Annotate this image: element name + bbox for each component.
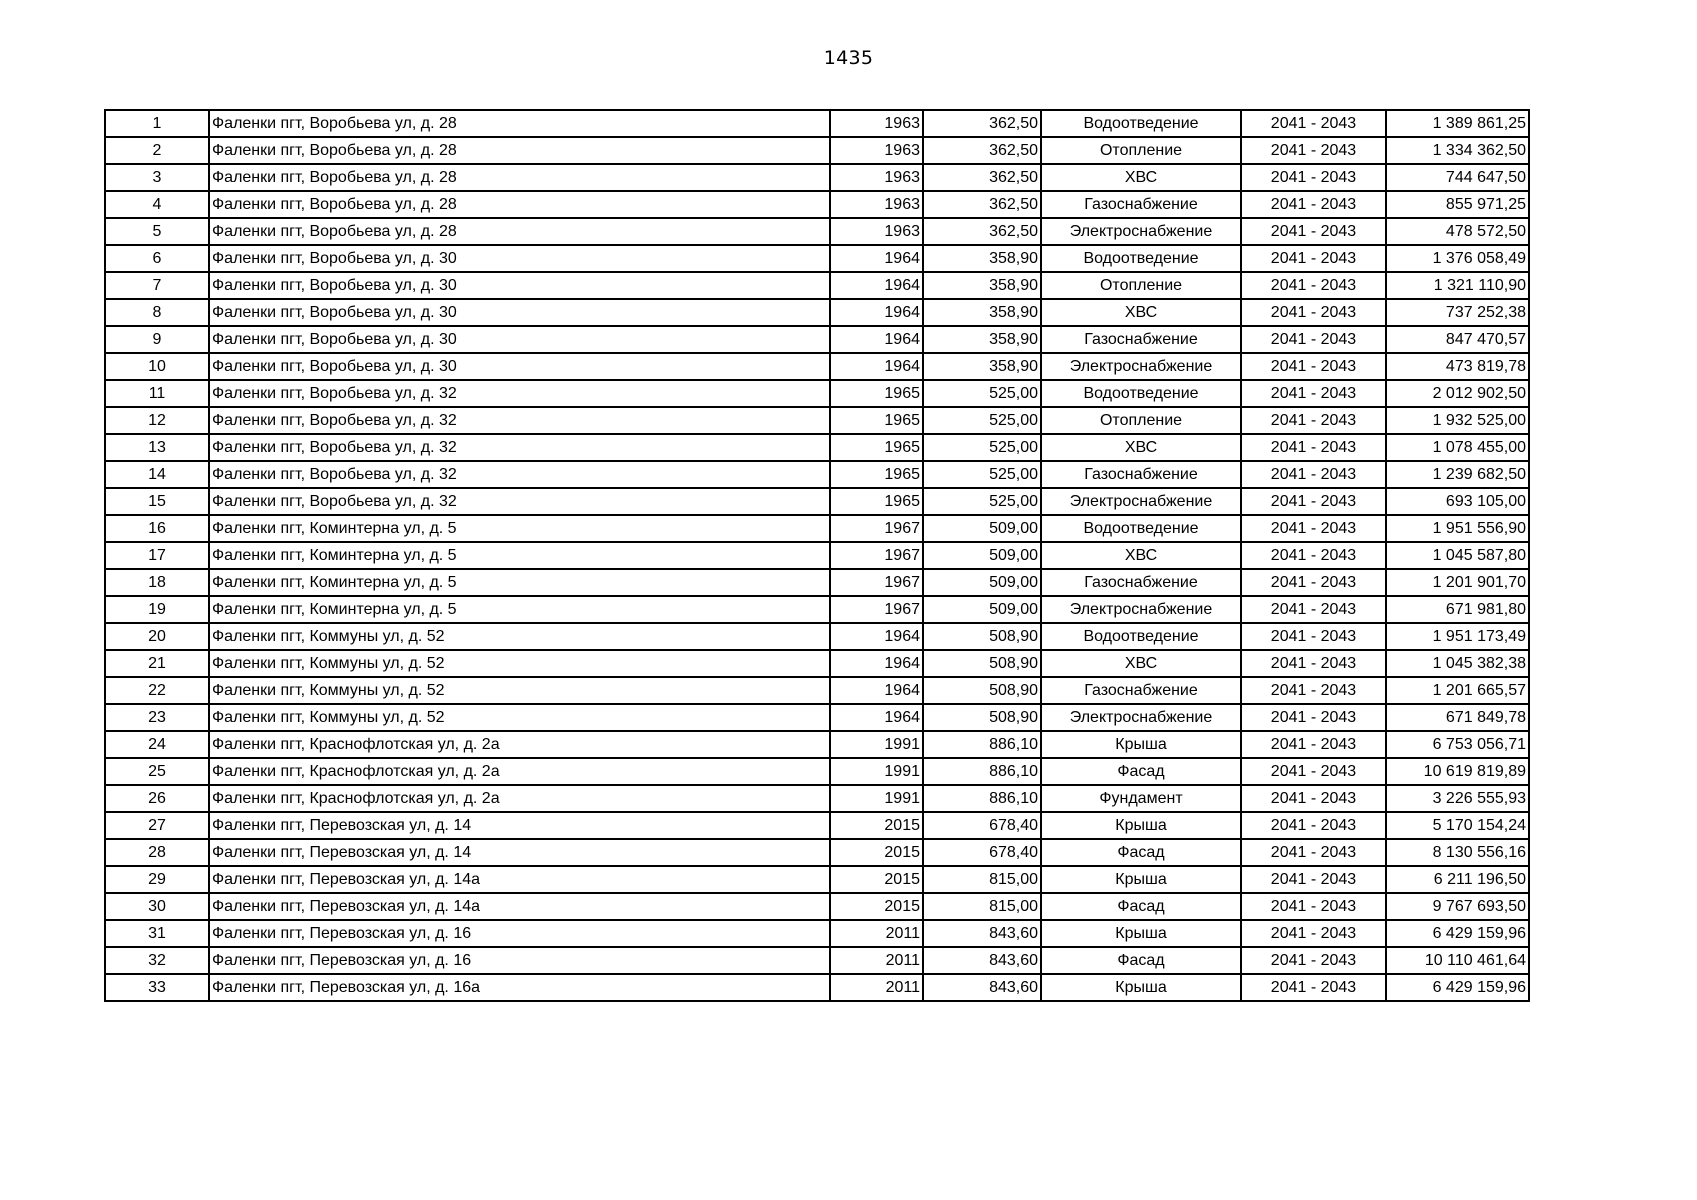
- work-type-cell: Фундамент: [1041, 785, 1241, 812]
- area-cell: 886,10: [923, 758, 1041, 785]
- table-row: [105, 866, 1529, 893]
- row-number: 15: [105, 488, 209, 515]
- area-cell: 525,00: [923, 407, 1041, 434]
- address-cell: Фаленки пгт, Коминтерна ул, д. 5: [209, 515, 830, 542]
- build-year-cell: 1964: [830, 677, 923, 704]
- area-cell: 362,50: [923, 137, 1041, 164]
- address-cell: Фаленки пгт, Перевозская ул, д. 14: [209, 812, 830, 839]
- build-year-cell: 1965: [830, 461, 923, 488]
- table-row: [105, 407, 1529, 434]
- address-cell: Фаленки пгт, Воробьева ул, д. 32: [209, 461, 830, 488]
- work-type-cell: Водоотведение: [1041, 245, 1241, 272]
- table-row: [105, 245, 1529, 272]
- work-type-cell: ХВС: [1041, 542, 1241, 569]
- row-number: 2: [105, 137, 209, 164]
- work-type-cell: Водоотведение: [1041, 110, 1241, 137]
- cost-cell: 847 470,57: [1386, 326, 1529, 353]
- work-type-cell: ХВС: [1041, 299, 1241, 326]
- area-cell: 508,90: [923, 677, 1041, 704]
- build-year-cell: 1963: [830, 191, 923, 218]
- table-row: [105, 488, 1529, 515]
- period-cell: 2041 - 2043: [1241, 434, 1386, 461]
- period-cell: 2041 - 2043: [1241, 785, 1386, 812]
- address-cell: Фаленки пгт, Коминтерна ул, д. 5: [209, 542, 830, 569]
- row-number: 30: [105, 893, 209, 920]
- period-cell: 2041 - 2043: [1241, 353, 1386, 380]
- area-cell: 886,10: [923, 731, 1041, 758]
- period-cell: 2041 - 2043: [1241, 488, 1386, 515]
- work-type-cell: Отопление: [1041, 272, 1241, 299]
- area-cell: 678,40: [923, 839, 1041, 866]
- cost-cell: 1 334 362,50: [1386, 137, 1529, 164]
- address-cell: Фаленки пгт, Перевозская ул, д. 16: [209, 947, 830, 974]
- row-number: 24: [105, 731, 209, 758]
- work-type-cell: Газоснабжение: [1041, 191, 1241, 218]
- row-number: 8: [105, 299, 209, 326]
- table-row: [105, 569, 1529, 596]
- period-cell: 2041 - 2043: [1241, 704, 1386, 731]
- area-cell: 525,00: [923, 461, 1041, 488]
- build-year-cell: 1965: [830, 407, 923, 434]
- cost-cell: 10 619 819,89: [1386, 758, 1529, 785]
- build-year-cell: 1963: [830, 110, 923, 137]
- table-row: [105, 893, 1529, 920]
- row-number: 6: [105, 245, 209, 272]
- period-cell: 2041 - 2043: [1241, 812, 1386, 839]
- area-cell: 525,00: [923, 434, 1041, 461]
- cost-cell: 744 647,50: [1386, 164, 1529, 191]
- cost-cell: 1 201 665,57: [1386, 677, 1529, 704]
- work-type-cell: Крыша: [1041, 731, 1241, 758]
- cost-cell: 9 767 693,50: [1386, 893, 1529, 920]
- row-number: 31: [105, 920, 209, 947]
- build-year-cell: 2011: [830, 920, 923, 947]
- period-cell: 2041 - 2043: [1241, 920, 1386, 947]
- period-cell: 2041 - 2043: [1241, 245, 1386, 272]
- build-year-cell: 1964: [830, 623, 923, 650]
- work-type-cell: Крыша: [1041, 920, 1241, 947]
- build-year-cell: 1964: [830, 272, 923, 299]
- row-number: 28: [105, 839, 209, 866]
- work-type-cell: Крыша: [1041, 974, 1241, 1001]
- address-cell: Фаленки пгт, Воробьева ул, д. 32: [209, 407, 830, 434]
- work-type-cell: Газоснабжение: [1041, 326, 1241, 353]
- area-cell: 843,60: [923, 947, 1041, 974]
- work-type-cell: Водоотведение: [1041, 380, 1241, 407]
- table-row: [105, 785, 1529, 812]
- area-cell: 843,60: [923, 920, 1041, 947]
- row-number: 18: [105, 569, 209, 596]
- row-number: 9: [105, 326, 209, 353]
- period-cell: 2041 - 2043: [1241, 947, 1386, 974]
- build-year-cell: 2015: [830, 866, 923, 893]
- row-number: 4: [105, 191, 209, 218]
- period-cell: 2041 - 2043: [1241, 164, 1386, 191]
- work-type-cell: Электроснабжение: [1041, 704, 1241, 731]
- address-cell: Фаленки пгт, Воробьева ул, д. 32: [209, 380, 830, 407]
- area-cell: 525,00: [923, 380, 1041, 407]
- period-cell: 2041 - 2043: [1241, 515, 1386, 542]
- table-row: [105, 758, 1529, 785]
- address-cell: Фаленки пгт, Воробьева ул, д. 28: [209, 191, 830, 218]
- address-cell: Фаленки пгт, Перевозская ул, д. 14а: [209, 893, 830, 920]
- address-cell: Фаленки пгт, Воробьева ул, д. 28: [209, 110, 830, 137]
- area-cell: 362,50: [923, 110, 1041, 137]
- cost-cell: 1 045 587,80: [1386, 542, 1529, 569]
- cost-cell: 3 226 555,93: [1386, 785, 1529, 812]
- area-cell: 815,00: [923, 893, 1041, 920]
- table-row: [105, 623, 1529, 650]
- area-cell: 509,00: [923, 596, 1041, 623]
- row-number: 11: [105, 380, 209, 407]
- build-year-cell: 1963: [830, 218, 923, 245]
- build-year-cell: 1963: [830, 137, 923, 164]
- cost-cell: 478 572,50: [1386, 218, 1529, 245]
- area-cell: 358,90: [923, 326, 1041, 353]
- build-year-cell: 1965: [830, 488, 923, 515]
- build-year-cell: 2015: [830, 839, 923, 866]
- row-number: 10: [105, 353, 209, 380]
- address-cell: Фаленки пгт, Воробьева ул, д. 32: [209, 434, 830, 461]
- cost-cell: 693 105,00: [1386, 488, 1529, 515]
- area-cell: 509,00: [923, 515, 1041, 542]
- address-cell: Фаленки пгт, Воробьева ул, д. 30: [209, 272, 830, 299]
- cost-cell: 1 951 556,90: [1386, 515, 1529, 542]
- period-cell: 2041 - 2043: [1241, 677, 1386, 704]
- row-number: 32: [105, 947, 209, 974]
- address-cell: Фаленки пгт, Воробьева ул, д. 28: [209, 137, 830, 164]
- table-row: [105, 434, 1529, 461]
- table-row: [105, 380, 1529, 407]
- period-cell: 2041 - 2043: [1241, 893, 1386, 920]
- address-cell: Фаленки пгт, Воробьева ул, д. 28: [209, 218, 830, 245]
- area-cell: 509,00: [923, 542, 1041, 569]
- address-cell: Фаленки пгт, Перевозская ул, д. 14а: [209, 866, 830, 893]
- row-number: 5: [105, 218, 209, 245]
- build-year-cell: 1991: [830, 731, 923, 758]
- table-row: [105, 218, 1529, 245]
- row-number: 16: [105, 515, 209, 542]
- area-cell: 358,90: [923, 299, 1041, 326]
- address-cell: Фаленки пгт, Воробьева ул, д. 30: [209, 326, 830, 353]
- period-cell: 2041 - 2043: [1241, 380, 1386, 407]
- address-cell: Фаленки пгт, Коммуны ул, д. 52: [209, 704, 830, 731]
- work-type-cell: ХВС: [1041, 650, 1241, 677]
- table-row: [105, 326, 1529, 353]
- cost-cell: 1 078 455,00: [1386, 434, 1529, 461]
- row-number: 23: [105, 704, 209, 731]
- address-cell: Фаленки пгт, Воробьева ул, д. 30: [209, 245, 830, 272]
- address-cell: Фаленки пгт, Краснофлотская ул, д. 2а: [209, 731, 830, 758]
- work-type-cell: ХВС: [1041, 434, 1241, 461]
- table-row: [105, 191, 1529, 218]
- cost-cell: 671 849,78: [1386, 704, 1529, 731]
- period-cell: 2041 - 2043: [1241, 407, 1386, 434]
- area-cell: 362,50: [923, 191, 1041, 218]
- build-year-cell: 1967: [830, 569, 923, 596]
- work-type-cell: Отопление: [1041, 137, 1241, 164]
- work-type-cell: ХВС: [1041, 164, 1241, 191]
- cost-cell: 1 951 173,49: [1386, 623, 1529, 650]
- work-type-cell: Фасад: [1041, 839, 1241, 866]
- work-type-cell: Газоснабжение: [1041, 569, 1241, 596]
- cost-cell: 1 376 058,49: [1386, 245, 1529, 272]
- table-row: [105, 515, 1529, 542]
- cost-cell: 1 321 110,90: [1386, 272, 1529, 299]
- period-cell: 2041 - 2043: [1241, 974, 1386, 1001]
- build-year-cell: 1963: [830, 164, 923, 191]
- row-number: 26: [105, 785, 209, 812]
- area-cell: 358,90: [923, 272, 1041, 299]
- work-type-cell: Отопление: [1041, 407, 1241, 434]
- work-type-cell: Электроснабжение: [1041, 353, 1241, 380]
- work-type-cell: Электроснабжение: [1041, 488, 1241, 515]
- build-year-cell: 1991: [830, 785, 923, 812]
- period-cell: 2041 - 2043: [1241, 326, 1386, 353]
- cost-cell: 10 110 461,64: [1386, 947, 1529, 974]
- area-cell: 509,00: [923, 569, 1041, 596]
- cost-cell: 5 170 154,24: [1386, 812, 1529, 839]
- period-cell: 2041 - 2043: [1241, 569, 1386, 596]
- period-cell: 2041 - 2043: [1241, 137, 1386, 164]
- area-cell: 843,60: [923, 974, 1041, 1001]
- cost-cell: 737 252,38: [1386, 299, 1529, 326]
- area-cell: 886,10: [923, 785, 1041, 812]
- repair-schedule-table: [104, 109, 1530, 1002]
- row-number: 13: [105, 434, 209, 461]
- cost-cell: 6 753 056,71: [1386, 731, 1529, 758]
- row-number: 29: [105, 866, 209, 893]
- period-cell: 2041 - 2043: [1241, 218, 1386, 245]
- row-number: 19: [105, 596, 209, 623]
- work-type-cell: Фасад: [1041, 947, 1241, 974]
- build-year-cell: 1964: [830, 353, 923, 380]
- cost-cell: 6 429 159,96: [1386, 920, 1529, 947]
- address-cell: Фаленки пгт, Воробьева ул, д. 32: [209, 488, 830, 515]
- table-row: [105, 677, 1529, 704]
- address-cell: Фаленки пгт, Коммуны ул, д. 52: [209, 650, 830, 677]
- cost-cell: 1 045 382,38: [1386, 650, 1529, 677]
- work-type-cell: Газоснабжение: [1041, 677, 1241, 704]
- period-cell: 2041 - 2043: [1241, 461, 1386, 488]
- table-row: [105, 812, 1529, 839]
- period-cell: 2041 - 2043: [1241, 542, 1386, 569]
- row-number: 1: [105, 110, 209, 137]
- area-cell: 815,00: [923, 866, 1041, 893]
- area-cell: 508,90: [923, 650, 1041, 677]
- table-row: [105, 137, 1529, 164]
- table-row: [105, 110, 1529, 137]
- area-cell: 358,90: [923, 353, 1041, 380]
- cost-cell: 6 211 196,50: [1386, 866, 1529, 893]
- cost-cell: 671 981,80: [1386, 596, 1529, 623]
- row-number: 20: [105, 623, 209, 650]
- area-cell: 358,90: [923, 245, 1041, 272]
- table-row: [105, 272, 1529, 299]
- period-cell: 2041 - 2043: [1241, 191, 1386, 218]
- build-year-cell: 2011: [830, 974, 923, 1001]
- cost-cell: 1 932 525,00: [1386, 407, 1529, 434]
- work-type-cell: Водоотведение: [1041, 623, 1241, 650]
- address-cell: Фаленки пгт, Воробьева ул, д. 30: [209, 353, 830, 380]
- cost-cell: 1 201 901,70: [1386, 569, 1529, 596]
- build-year-cell: 1967: [830, 596, 923, 623]
- work-type-cell: Крыша: [1041, 812, 1241, 839]
- cost-cell: 855 971,25: [1386, 191, 1529, 218]
- address-cell: Фаленки пгт, Перевозская ул, д. 14: [209, 839, 830, 866]
- period-cell: 2041 - 2043: [1241, 839, 1386, 866]
- period-cell: 2041 - 2043: [1241, 650, 1386, 677]
- table-row: [105, 353, 1529, 380]
- build-year-cell: 1964: [830, 245, 923, 272]
- table-row: [105, 704, 1529, 731]
- period-cell: 2041 - 2043: [1241, 110, 1386, 137]
- address-cell: Фаленки пгт, Краснофлотская ул, д. 2а: [209, 758, 830, 785]
- build-year-cell: 2011: [830, 947, 923, 974]
- work-type-cell: Электроснабжение: [1041, 218, 1241, 245]
- area-cell: 508,90: [923, 623, 1041, 650]
- work-type-cell: Фасад: [1041, 893, 1241, 920]
- work-type-cell: Водоотведение: [1041, 515, 1241, 542]
- row-number: 3: [105, 164, 209, 191]
- build-year-cell: 1967: [830, 542, 923, 569]
- period-cell: 2041 - 2043: [1241, 596, 1386, 623]
- area-cell: 508,90: [923, 704, 1041, 731]
- table-row: [105, 299, 1529, 326]
- build-year-cell: 1991: [830, 758, 923, 785]
- area-cell: 678,40: [923, 812, 1041, 839]
- work-type-cell: Газоснабжение: [1041, 461, 1241, 488]
- row-number: 12: [105, 407, 209, 434]
- address-cell: Фаленки пгт, Коминтерна ул, д. 5: [209, 596, 830, 623]
- address-cell: Фаленки пгт, Воробьева ул, д. 28: [209, 164, 830, 191]
- cost-cell: 2 012 902,50: [1386, 380, 1529, 407]
- build-year-cell: 2015: [830, 812, 923, 839]
- table-body: [105, 110, 1529, 1001]
- cost-cell: 1 239 682,50: [1386, 461, 1529, 488]
- cost-cell: 473 819,78: [1386, 353, 1529, 380]
- build-year-cell: 1967: [830, 515, 923, 542]
- address-cell: Фаленки пгт, Коммуны ул, д. 52: [209, 677, 830, 704]
- period-cell: 2041 - 2043: [1241, 731, 1386, 758]
- build-year-cell: 1965: [830, 434, 923, 461]
- row-number: 7: [105, 272, 209, 299]
- period-cell: 2041 - 2043: [1241, 866, 1386, 893]
- work-type-cell: Крыша: [1041, 866, 1241, 893]
- row-number: 25: [105, 758, 209, 785]
- table-row: [105, 947, 1529, 974]
- table-row: [105, 164, 1529, 191]
- address-cell: Фаленки пгт, Краснофлотская ул, д. 2а: [209, 785, 830, 812]
- address-cell: Фаленки пгт, Перевозская ул, д. 16а: [209, 974, 830, 1001]
- row-number: 14: [105, 461, 209, 488]
- cost-cell: 6 429 159,96: [1386, 974, 1529, 1001]
- row-number: 22: [105, 677, 209, 704]
- table-row: [105, 461, 1529, 488]
- work-type-cell: Электроснабжение: [1041, 596, 1241, 623]
- work-type-cell: Фасад: [1041, 758, 1241, 785]
- table-row: [105, 974, 1529, 1001]
- build-year-cell: 2015: [830, 893, 923, 920]
- table-row: [105, 731, 1529, 758]
- area-cell: 362,50: [923, 164, 1041, 191]
- period-cell: 2041 - 2043: [1241, 623, 1386, 650]
- row-number: 21: [105, 650, 209, 677]
- address-cell: Фаленки пгт, Коммуны ул, д. 52: [209, 623, 830, 650]
- page-number: 1435: [823, 47, 874, 69]
- row-number: 27: [105, 812, 209, 839]
- address-cell: Фаленки пгт, Воробьева ул, д. 30: [209, 299, 830, 326]
- table-row: [105, 650, 1529, 677]
- cost-cell: 8 130 556,16: [1386, 839, 1529, 866]
- build-year-cell: 1965: [830, 380, 923, 407]
- build-year-cell: 1964: [830, 650, 923, 677]
- table-row: [105, 839, 1529, 866]
- build-year-cell: 1964: [830, 704, 923, 731]
- address-cell: Фаленки пгт, Перевозская ул, д. 16: [209, 920, 830, 947]
- build-year-cell: 1964: [830, 299, 923, 326]
- table-row: [105, 596, 1529, 623]
- address-cell: Фаленки пгт, Коминтерна ул, д. 5: [209, 569, 830, 596]
- period-cell: 2041 - 2043: [1241, 299, 1386, 326]
- build-year-cell: 1964: [830, 326, 923, 353]
- table-row: [105, 920, 1529, 947]
- row-number: 17: [105, 542, 209, 569]
- cost-cell: 1 389 861,25: [1386, 110, 1529, 137]
- row-number: 33: [105, 974, 209, 1001]
- table-row: [105, 542, 1529, 569]
- period-cell: 2041 - 2043: [1241, 758, 1386, 785]
- area-cell: 525,00: [923, 488, 1041, 515]
- period-cell: 2041 - 2043: [1241, 272, 1386, 299]
- area-cell: 362,50: [923, 218, 1041, 245]
